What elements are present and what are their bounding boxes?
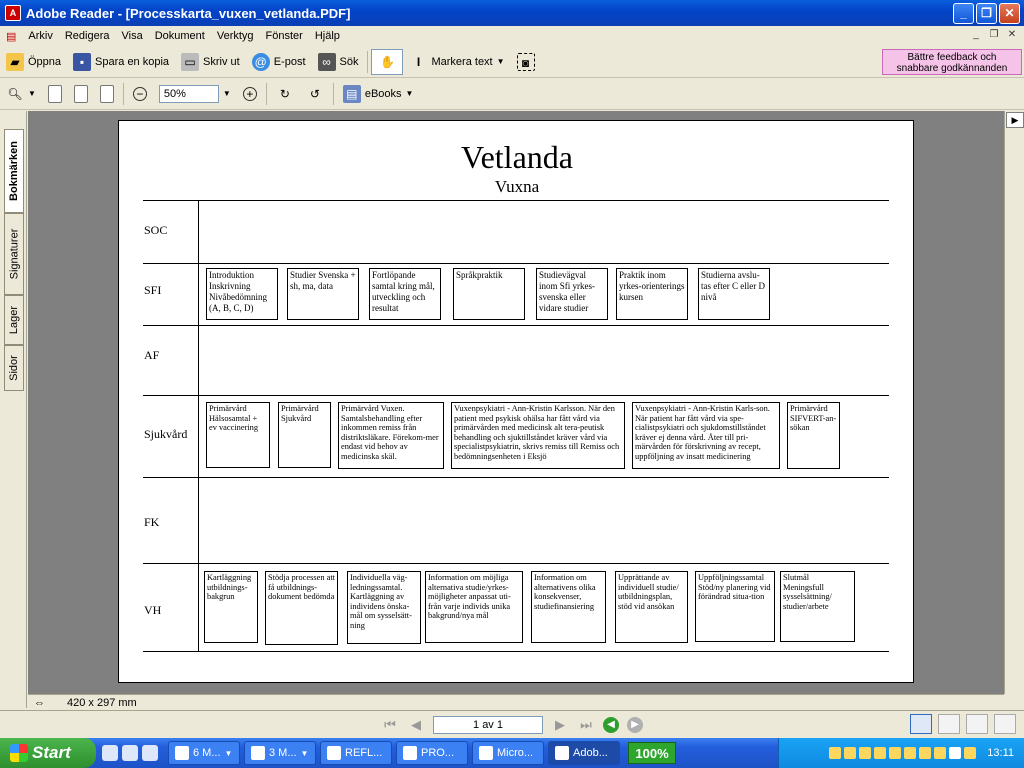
- save-copy-button[interactable]: ▪ Spara en kopia: [67, 49, 175, 75]
- table-divider: [198, 200, 199, 651]
- close-button[interactable]: ✕: [999, 3, 1020, 24]
- vh-step-box: Kartläggning utbildnings-bakgrun: [204, 571, 258, 643]
- row-label-fk: FK: [144, 515, 160, 529]
- search-button[interactable]: ∞ Sök: [312, 49, 365, 75]
- hand-tool-button[interactable]: [371, 49, 403, 75]
- rotate-cw-icon: ↻: [279, 86, 290, 101]
- camera-icon: ◙: [517, 53, 535, 71]
- chevron-down-icon[interactable]: ▼: [405, 89, 414, 98]
- snapshot-button[interactable]: [511, 49, 541, 75]
- next-page-icon[interactable]: ▶: [555, 716, 565, 732]
- binoculars-icon: ∞: [318, 53, 336, 71]
- toolbar-separator: [367, 51, 368, 73]
- menu-fonster[interactable]: Fönster: [265, 30, 303, 42]
- outlook-icon: [175, 746, 189, 760]
- document-title: Vetlanda: [461, 139, 573, 175]
- globe-mail-icon: @: [252, 53, 270, 71]
- go-forward-icon[interactable]: ▶: [627, 717, 643, 733]
- rotate-clockwise-button[interactable]: [270, 81, 300, 107]
- tray-icon[interactable]: [874, 747, 886, 759]
- doc-restore-button[interactable]: ❐: [989, 29, 999, 40]
- floppy-icon: ▪: [73, 53, 91, 71]
- taskbar-item-mail-3[interactable]: 3 M... ▼: [244, 741, 316, 765]
- tray-icon[interactable]: [829, 747, 841, 759]
- actual-size-button[interactable]: [42, 81, 68, 107]
- toolbar-separator: [123, 83, 124, 105]
- sfi-step-box: Studierna avslu-tas efter C eller D nivå: [698, 268, 770, 320]
- pdf-page: [118, 120, 914, 683]
- doc-close-button[interactable]: ✕: [1007, 29, 1017, 40]
- horizontal-scrollbar[interactable]: [28, 694, 1004, 710]
- select-text-button[interactable]: I Markera text ▼: [403, 49, 510, 75]
- table-line: [143, 651, 889, 652]
- table-line: [143, 395, 889, 396]
- table-line: [143, 477, 889, 478]
- taskbar-item-pro[interactable]: PRO...: [396, 741, 468, 765]
- window-icon: [403, 746, 417, 760]
- last-page-icon[interactable]: ⏭: [580, 716, 592, 732]
- toolbar-separator: [333, 83, 334, 105]
- tab-bookmarks[interactable]: Bokmärken: [4, 129, 24, 213]
- sjukvard-step-box: Vuxenpsykiatri - Ann-Kristin Karls-son. När patient har fått vård via spe-cialistpsykiatri och sjukdomstillståndet kräver ej denna vård. Åter till pri-märvården för förskrivning av recept, uppföljning av insatt medicinering: [632, 402, 780, 469]
- zoom-out-button[interactable]: [127, 81, 153, 107]
- triangle-right-icon[interactable]: ▶: [1006, 112, 1024, 128]
- rotate-ccw-icon: ↺: [309, 86, 320, 101]
- maximize-button[interactable]: ❐: [976, 3, 997, 24]
- minimize-button[interactable]: _: [953, 3, 974, 24]
- vh-step-box: Stödja processen att få utbildnings-dokument bedömda: [265, 571, 338, 645]
- sjukvard-step-box: Primärvård SIFVERT-an-sökan: [787, 402, 840, 469]
- chevron-down-icon[interactable]: ▼: [222, 89, 231, 98]
- adobe-reader-icon: [555, 746, 569, 760]
- vh-step-box: Slutmål Meningsfull sysselsättning/ studier/arbete: [780, 571, 855, 642]
- clock: 13:11: [987, 747, 1014, 759]
- page-size-readout: 420 x 297 mm: [67, 696, 137, 709]
- internet-explorer-icon[interactable]: [122, 745, 138, 761]
- taskbar-item-refl[interactable]: REFL...: [320, 741, 392, 765]
- window-icon: [327, 746, 341, 760]
- taskbar-item-word[interactable]: Micro...: [472, 741, 544, 765]
- sjukvard-step-box: Primärvård Sjukvård: [278, 402, 331, 468]
- tray-icon[interactable]: [934, 747, 946, 759]
- fit-width-button[interactable]: [94, 81, 120, 107]
- view-toolbar: [0, 78, 1024, 110]
- go-back-icon[interactable]: ◀: [603, 717, 619, 733]
- outlook-icon: [251, 746, 265, 760]
- sjukvard-step-box: Primärvård Hälsosamtal + ev vaccinering: [206, 402, 270, 468]
- plus-circle-icon: +: [243, 87, 257, 101]
- first-page-icon[interactable]: ⏮: [384, 716, 396, 732]
- menu-dokument[interactable]: Dokument: [154, 30, 205, 42]
- page-width-icon: [100, 85, 114, 103]
- page-fit-icon: [74, 85, 88, 103]
- document-window-controls: [968, 28, 1020, 42]
- row-label-sfi: SFI: [144, 283, 162, 297]
- sfi-step-box: Språkpraktik: [453, 268, 525, 320]
- taskbar-item-mail-6[interactable]: 6 M... ▼: [168, 741, 240, 765]
- tray-icon[interactable]: [919, 747, 931, 759]
- sfi-step-box: Studievägval inom Sfi yrkes-svenska eller vidare studier: [536, 268, 608, 320]
- tray-icon[interactable]: [889, 747, 901, 759]
- document-subtitle: Vuxna: [494, 177, 540, 196]
- folder-icon: ▰: [6, 53, 24, 71]
- quick-launch: [96, 745, 164, 761]
- sfi-step-box: Introduktion Inskrivning Nivåbedömning (A, B, C, D): [206, 268, 278, 320]
- row-label-af: AF: [144, 348, 160, 362]
- window-title: Adobe Reader - [Processkarta_vuxen_vetlanda.PDF]: [26, 5, 351, 21]
- menu-hjalp[interactable]: Hjälp: [314, 30, 340, 42]
- menu-visa[interactable]: Visa: [121, 30, 143, 42]
- zoom-in-magnifier-icon: 🔍︎: [7, 86, 23, 101]
- vh-step-box: Information om alternativens olika konsekvenser, studiefinansiering: [531, 571, 606, 643]
- battery-level: 100%: [628, 742, 676, 764]
- system-tray: [778, 738, 1024, 768]
- table-line: [143, 200, 889, 201]
- fit-page-button[interactable]: [68, 81, 94, 107]
- sfi-step-box: Praktik inom yrkes-orienterings kursen: [616, 268, 688, 320]
- word-icon: [479, 746, 493, 760]
- open-button[interactable]: ▰ Öppna: [0, 49, 67, 75]
- menu-bar: [0, 26, 1024, 46]
- tray-icon[interactable]: [904, 747, 916, 759]
- taskbar-item-adobe[interactable]: Adob...: [548, 741, 620, 765]
- chevron-down-icon: ▼: [300, 748, 309, 758]
- menu-arkiv[interactable]: Arkiv: [28, 30, 53, 42]
- adobe-reader-icon: A: [5, 5, 21, 21]
- print-button[interactable]: ▭ Skriv ut: [175, 49, 246, 75]
- zoom-tool-button[interactable]: [0, 81, 42, 107]
- navigation-panel: [0, 111, 27, 708]
- menu-verktyg[interactable]: Verktyg: [216, 30, 254, 42]
- continuous-layout-icon[interactable]: [938, 714, 960, 734]
- file-toolbar: [0, 46, 1024, 78]
- resize-arrows-icon[interactable]: ⇔: [34, 696, 45, 709]
- printer-icon: ▭: [181, 53, 199, 71]
- tab-pages[interactable]: Sidor: [4, 345, 24, 391]
- previous-page-icon[interactable]: ◀: [411, 716, 421, 732]
- continuous-facing-layout-icon[interactable]: [994, 714, 1016, 734]
- hand-icon: ✋: [380, 54, 395, 69]
- status-bar: [0, 710, 1024, 738]
- ebooks-button[interactable]: ▤ eBooks ▼: [337, 81, 420, 107]
- chevron-down-icon[interactable]: ▼: [496, 57, 505, 66]
- menu-redigera[interactable]: Redigera: [64, 30, 110, 42]
- single-page-layout-icon[interactable]: [910, 714, 932, 734]
- page-number-field[interactable]: 1 av 1: [433, 716, 543, 734]
- media-player-icon[interactable]: [949, 747, 961, 759]
- vh-step-box: Information om möjliga alternativa studie/yrkes-möjligheter anpassat uti-från varje individs unika bakgrund/nya mål: [425, 571, 523, 643]
- doc-minimize-button[interactable]: _: [973, 29, 979, 40]
- sjukvard-step-box: Vuxenpsykiatri - Ann-Kristin Karlsson. När den patient med psykisk ohälsa har fått vård via primärvården med medicinsk alt tera-peutisk behandling och sjuktillståndet kräver vård via specialistpsykiatrin, skrivs remiss till Remiss och bedömningsenheten i Eksjö: [451, 402, 625, 469]
- vh-step-box: Uppföljningssamtal Stöd/ny planering vid förändrad situa-tion: [695, 571, 775, 642]
- desktop-icon[interactable]: [142, 745, 158, 761]
- vh-step-box: Upprättande av individuell studie/ utbildningsplan, stöd vid ansökan: [615, 571, 688, 643]
- facing-layout-icon[interactable]: [966, 714, 988, 734]
- tab-signatures[interactable]: Signaturer: [4, 213, 24, 295]
- zoom-in-button[interactable]: [237, 81, 263, 107]
- title-bar: [0, 0, 1024, 26]
- table-line: [143, 263, 889, 264]
- minus-circle-icon: −: [133, 87, 147, 101]
- table-line: [143, 563, 889, 564]
- feedback-button[interactable]: Bättre feedback och snabbare godkännanden: [882, 49, 1022, 75]
- tray-icon[interactable]: [844, 747, 856, 759]
- vertical-scrollbar[interactable]: [1004, 111, 1024, 694]
- email-button[interactable]: @ E-post: [246, 49, 312, 75]
- pdf-doc-icon: ▤: [6, 30, 17, 43]
- vh-step-box: Individuella väg-ledningssamtal. Kartläggning av individens önska-mål om sysselsätt-ning: [347, 571, 421, 644]
- ebook-icon: ▤: [343, 85, 361, 103]
- row-label-sjukvard: Sjukvård: [144, 427, 188, 441]
- table-line: [143, 325, 889, 326]
- tray-icon[interactable]: [859, 747, 871, 759]
- speaker-icon[interactable]: [964, 747, 976, 759]
- sfi-step-box: Fortlöpande samtal kring mål, utveckling och resultat: [369, 268, 441, 320]
- rotate-counterclockwise-button[interactable]: [300, 81, 330, 107]
- chevron-down-icon[interactable]: ▼: [28, 89, 36, 98]
- tab-layers[interactable]: Lager: [4, 295, 24, 345]
- sjukvard-step-box: Primärvård Vuxen. Samtalsbehandling efter inkommen remiss från distriktsläkare. Förekom-mer endast vid behov av medicinska skäl.: [338, 402, 444, 469]
- zoom-level-field[interactable]: 50% ▼: [153, 81, 237, 107]
- outlook-icon[interactable]: [102, 745, 118, 761]
- row-label-vh: VH: [144, 603, 162, 617]
- toolbar-separator: [266, 83, 267, 105]
- start-button[interactable]: Start: [0, 738, 96, 768]
- page-icon: [48, 85, 62, 103]
- row-label-soc: SOC: [144, 223, 168, 237]
- sfi-step-box: Studier Svenska + sh, ma, data: [287, 268, 359, 320]
- chevron-down-icon: ▼: [224, 748, 233, 758]
- windows-logo-icon: [10, 744, 28, 762]
- text-cursor-icon: I: [416, 54, 421, 69]
